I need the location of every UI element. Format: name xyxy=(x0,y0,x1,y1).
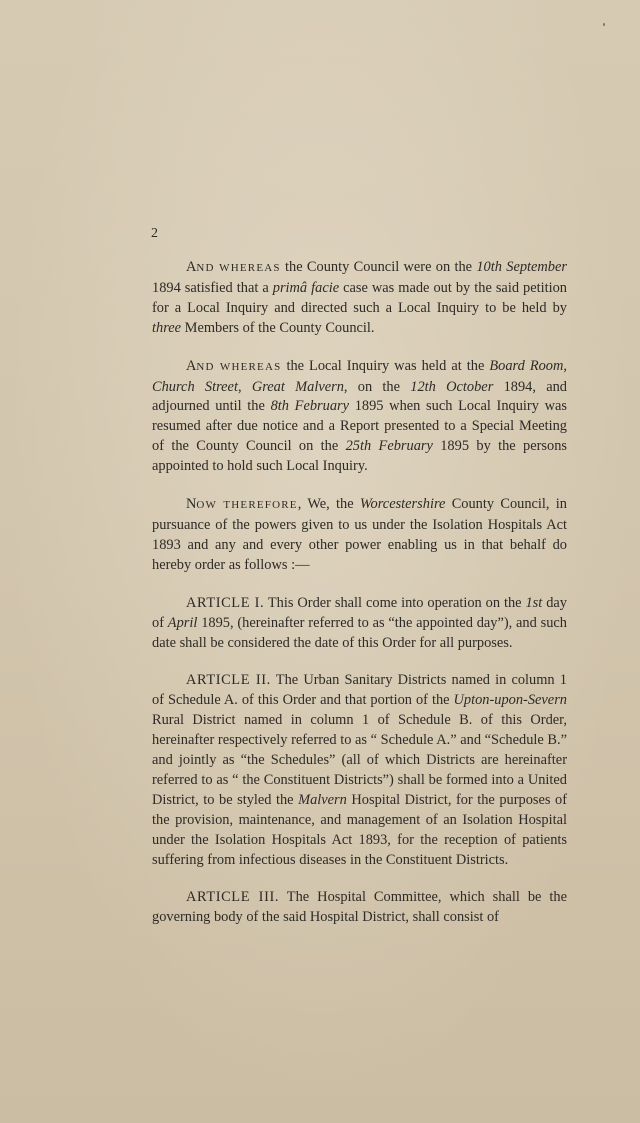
body-text: The Hospital Committee, which shall be the governing body of the said Hospital District, shall consist of xyxy=(152,889,567,926)
paragraph-whereas-council xyxy=(152,258,567,339)
body-text: N xyxy=(186,496,197,513)
paragraph-article-2 xyxy=(152,671,567,870)
article-heading: ARTICLE III. xyxy=(186,889,280,906)
article-heading: ARTICLE I. xyxy=(186,594,265,611)
italic-text: 10th September xyxy=(476,259,567,275)
body-text: , xyxy=(563,357,567,374)
body-text: 1895, (hereinafter referred to as “the appointed day”), and such date shall be considered the date of this Order for all purposes. xyxy=(152,614,568,651)
body-text: Rural District named in column 1 of Schedule B. of this Order, hereinafter respectively referred to as “ Schedule A.” and “Schedule B.” and jointly as “the Schedules” (all of which Districts are hereinafter referred to as “ the Constituent Districts”) shall be formed into a United District, to be styled the xyxy=(152,712,567,808)
paragraph-now-therefore xyxy=(152,495,567,576)
italic-text: 8th February xyxy=(270,398,350,415)
body-text: , xyxy=(237,378,252,395)
italic-text: Worcestershire xyxy=(359,496,446,513)
paper-speck xyxy=(603,23,605,26)
italic-text: 25th February xyxy=(345,438,433,455)
italic-text: 1st xyxy=(525,594,543,611)
document-body xyxy=(152,258,567,946)
body-text: 1895 when such Local Inquiry was resumed after due notice and a Report presented to a Special Meeting of the County Council on the xyxy=(152,398,567,455)
italic-text: April xyxy=(167,614,198,631)
body-text: case was made out by the said petition for a Local Inquiry and directed such a Local Inquiry to be held by xyxy=(152,279,567,316)
article-heading: ARTICLE II. xyxy=(186,672,271,689)
body-text: the County Council were on the xyxy=(280,259,477,275)
body-text: , We, the xyxy=(297,496,360,513)
body-text: The Urban Sanitary Districts named in column 1 of Schedule A. of this Order and that portion of the xyxy=(152,672,567,709)
paragraph-article-1 xyxy=(152,594,567,654)
italic-text: three xyxy=(152,319,182,336)
italic-text: Malvern xyxy=(298,791,347,808)
italic-text: Board Room xyxy=(489,357,564,374)
body-text: County Council, in pursuance of the powers given to us under the Isolation Hospitals Act 1893 and any and every other power enabling us in that behalf do hereby order as follows :— xyxy=(152,496,567,573)
paragraph-article-3 xyxy=(152,888,567,928)
body-text: 1894, and adjourned until the xyxy=(152,378,567,415)
body-text: 1894 satisfied that a xyxy=(152,279,273,296)
small-caps-text: ND WHEREAS xyxy=(196,360,282,373)
body-text: day of xyxy=(152,594,567,631)
italic-text: Upton-upon-Severn xyxy=(453,692,567,709)
italic-text: Church Street xyxy=(152,378,238,395)
paragraph-whereas-inquiry xyxy=(152,357,567,477)
italic-text: primâ facie xyxy=(272,279,340,296)
italic-text: 12th October xyxy=(410,378,494,395)
small-caps-text: OW THEREFORE xyxy=(196,499,298,512)
body-text: the Local Inquiry was held at the xyxy=(281,357,490,374)
body-text: Members of the County Council. xyxy=(181,319,375,336)
italic-text: Great Malvern xyxy=(251,378,344,395)
body-text: A xyxy=(186,357,197,374)
page-number: 2 xyxy=(151,226,158,241)
body-text: This Order shall come into operation on the xyxy=(264,594,526,611)
small-caps-text: ND WHEREAS xyxy=(196,262,281,274)
body-text: , on the xyxy=(343,378,411,395)
body-text: A xyxy=(186,259,197,275)
body-text: 1895 by the persons appointed to hold such Local Inquiry. xyxy=(152,438,568,475)
body-text: Hospital District, for the purposes of the provision, maintenance, and management of an Isolation Hospital under the Isolation Hospitals Act 1893, for the reception of patients suffering from infectious diseases in the Constituent Districts. xyxy=(152,791,568,868)
